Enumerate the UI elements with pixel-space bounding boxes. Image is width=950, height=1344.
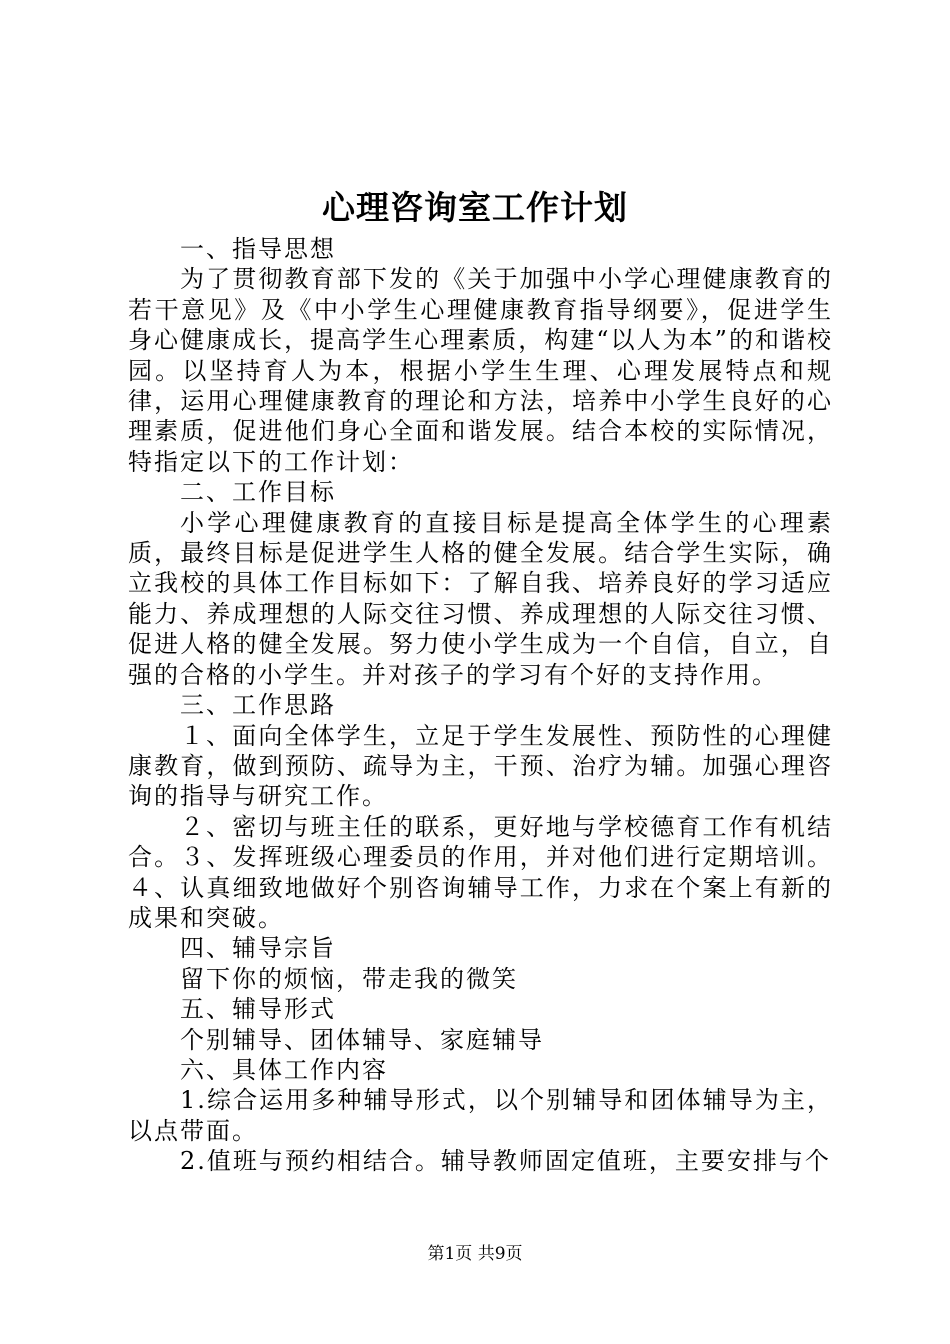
section-heading-counseling-forms: 五、辅导形式 — [180, 995, 336, 1024]
paragraph-guiding-ideology: 为了贯彻教育部下发的《关于加强中小学心理健康教育的若干意见》及《中小学生心理健康教育指导纲要》，促进学生身心健康成长，提高学生心理素质，构建“以人为本”的和谐校园。以坚持育人为本，根据小学生生理、心理发展特点和规律，运用心理健康教育的理论和方法，培养中小学生良好的心理素质，促进他们身心全面和谐发展。结合本校的实际情况，特指定以下的工作计划： — [128, 265, 833, 476]
paragraph-approach-items-2-4: ２、密切与班主任的联系，更好地与学校德育工作有机结合。３、发挥班级心理委员的作用，并对他们进行定期培训。４、认真细致地做好个别咨询辅导工作，力求在个案上有新的成果和突破。 — [128, 812, 833, 932]
document-body — [128, 234, 833, 1177]
paragraph-counseling-purpose: 留下你的烦恼，带走我的微笑 — [180, 964, 518, 993]
section-heading-work-approach: 三、工作思路 — [180, 691, 336, 720]
section-heading-work-content: 六、具体工作内容 — [180, 1055, 388, 1084]
paragraph-content-item-1: 1.综合运用多种辅导形式，以个别辅导和团体辅导为主，以点带面。 — [128, 1086, 833, 1145]
section-heading-guiding-ideology: 一、指导思想 — [180, 235, 336, 263]
page-footer: 第1页 共9页 — [427, 1244, 523, 1264]
paragraph-work-goals: 小学心理健康教育的直接目标是提高全体学生的心理素质，最终目标是促进学生人格的健全发展。结合学生实际，确立我校的具体工作目标如下：了解自我、培养良好的学习适应能力、养成理想的人际交往习惯、养成理想的人际交往习惯、促进人格的健全发展。努力使小学生成为一个自信，自立，自强的合格的小学生。并对孩子的学习有个好的支持作用。 — [128, 508, 833, 689]
paragraph-approach-item-1: １、面向全体学生，立足于学生发展性、预防性的心理健康教育，做到预防、疏导为主，干预、治疗为辅。加强心理咨询的指导与研究工作。 — [128, 721, 833, 811]
paragraph-content-item-2: 2.值班与预约相结合。辅导教师固定值班，主要安排与个 — [180, 1147, 831, 1176]
document-title: 心理咨询室工作计划 — [322, 188, 628, 227]
paragraph-counseling-forms: 个别辅导、团体辅导、家庭辅导 — [180, 1025, 544, 1054]
section-heading-counseling-purpose: 四、辅导宗旨 — [180, 934, 336, 963]
section-heading-work-goals: 二、工作目标 — [180, 478, 336, 507]
